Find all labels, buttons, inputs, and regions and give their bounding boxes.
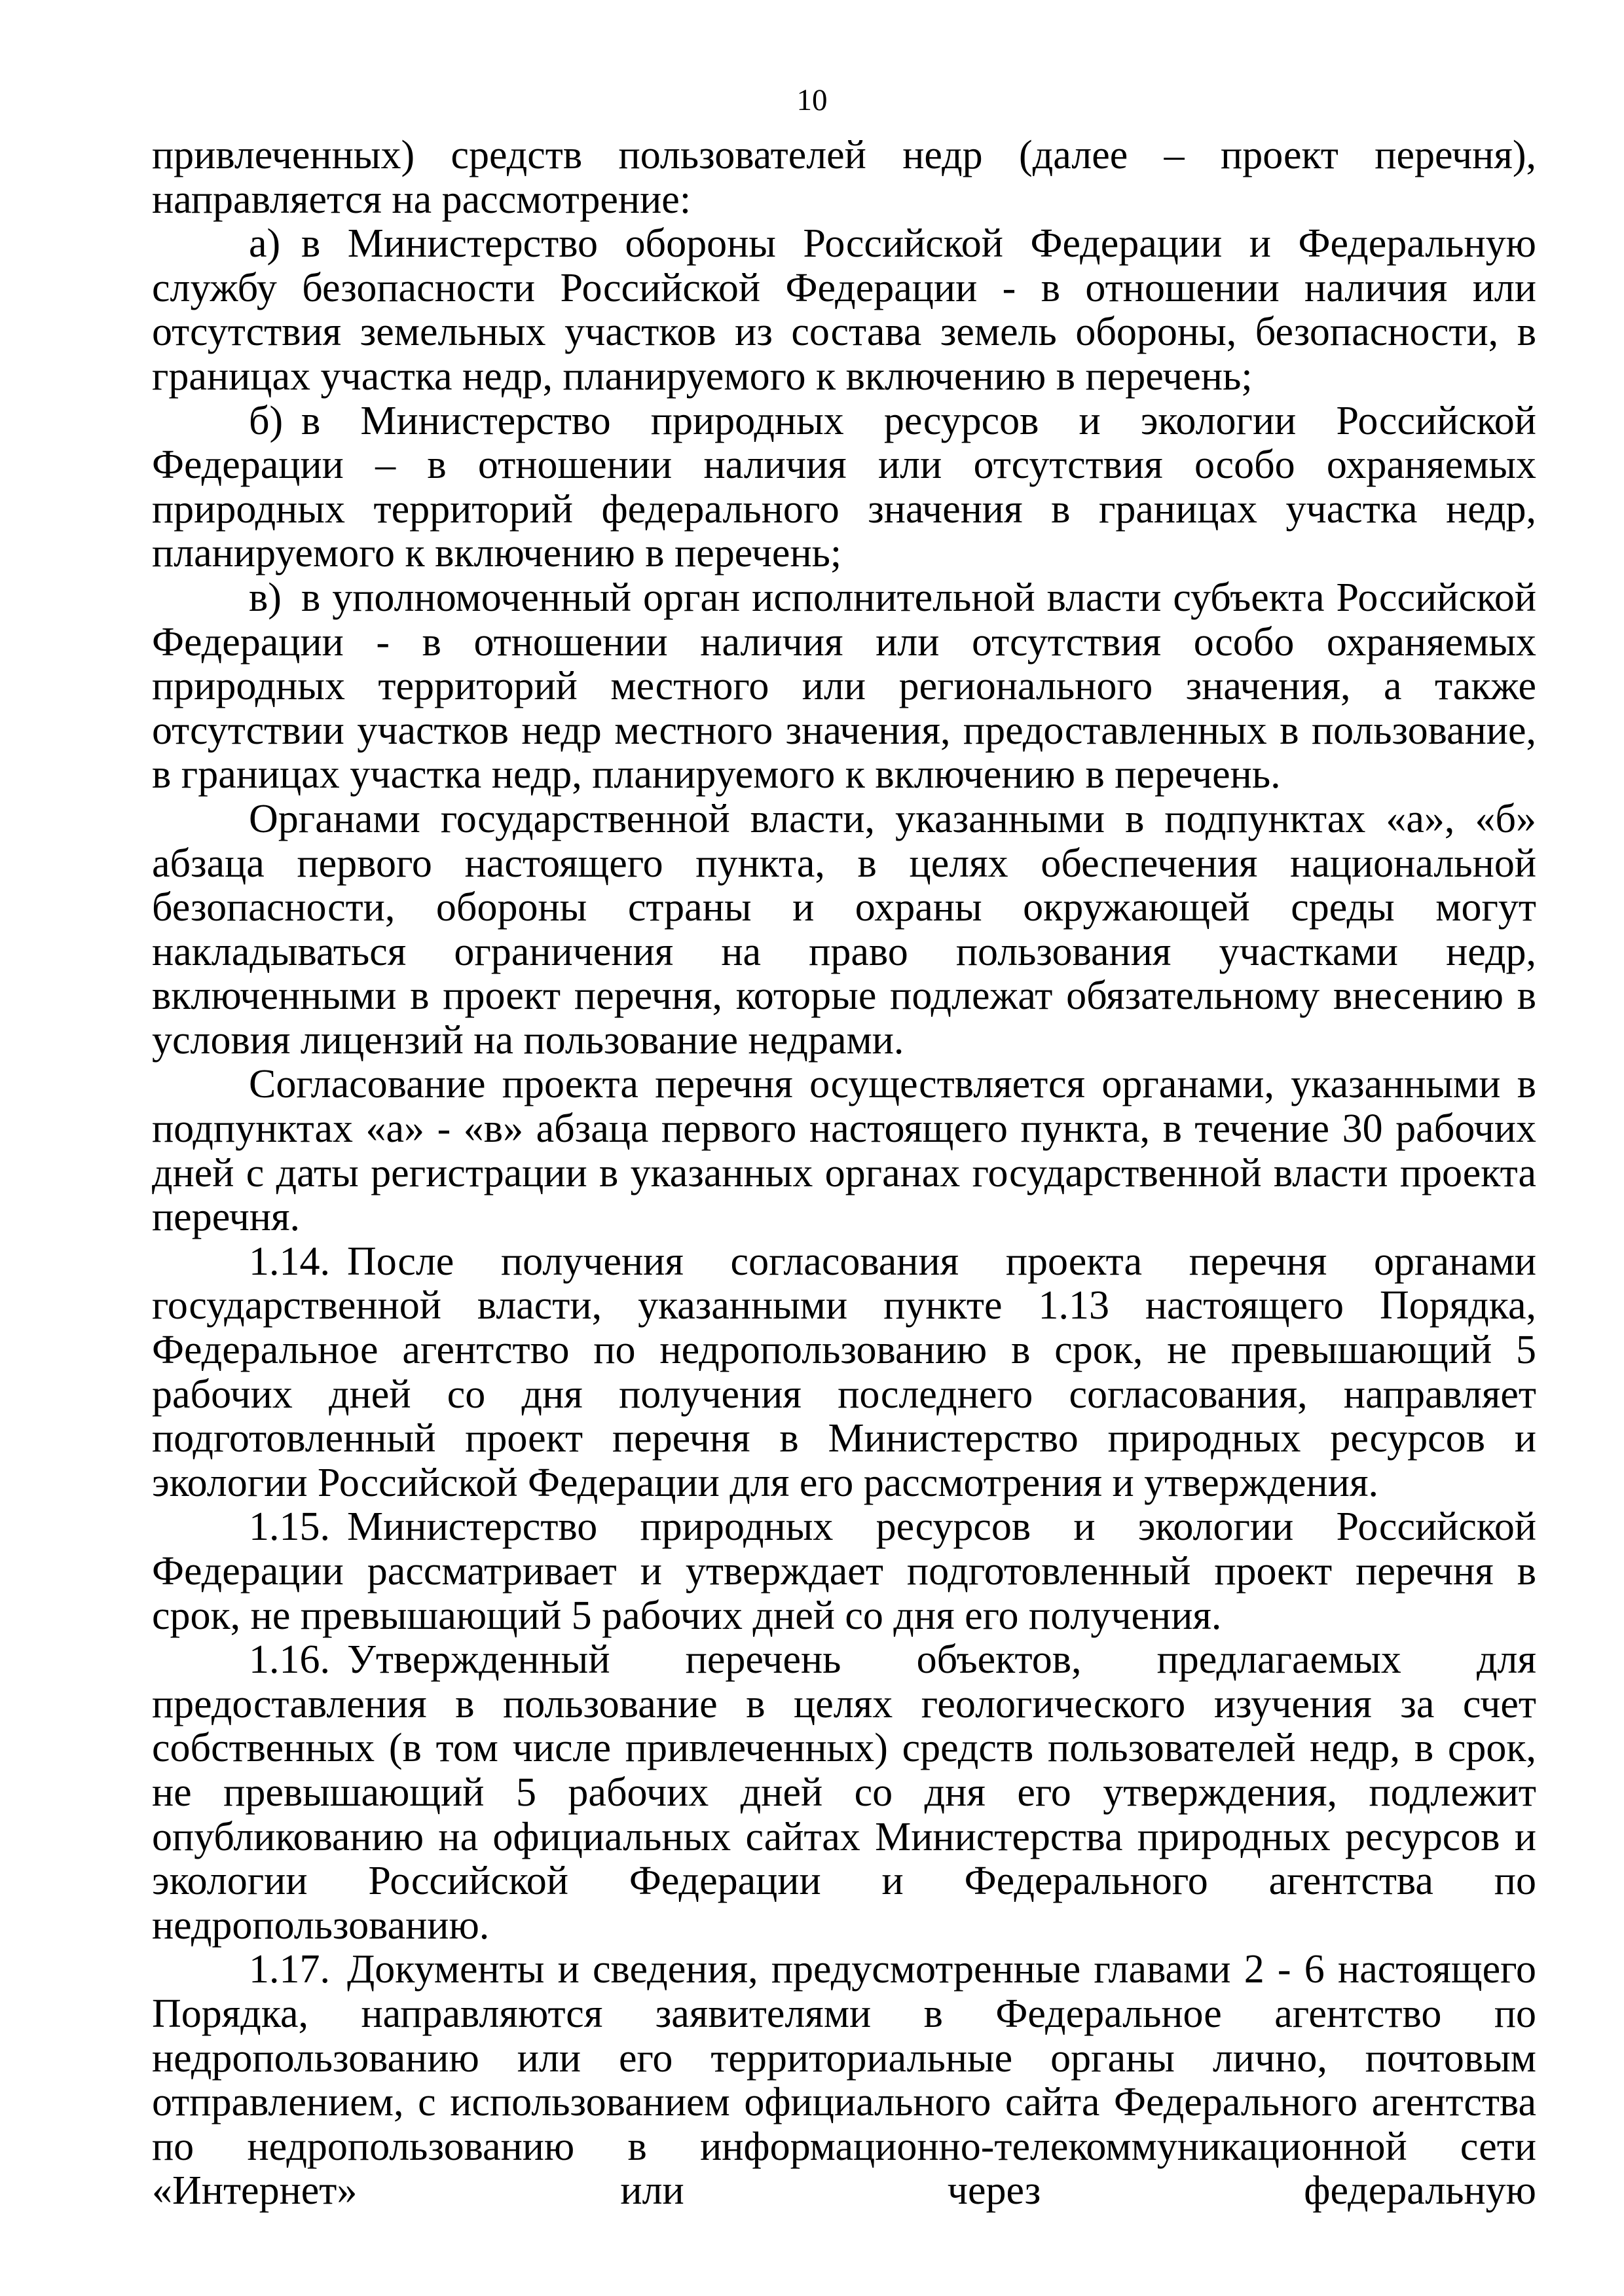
paragraph-continuation: привлеченных) средств пользователей недр (далее – проект перечня), направляется на рассмотрение: [152,133,1536,222]
subparagraph-b [152,399,1536,576]
subparagraph-b-label: б) [249,398,284,443]
clause-1-16-number: 1.16. [249,1637,330,1683]
clause-1-16-text: Утвержденный перечень объектов, предлагаемых для предоставления в пользование в целях геологического изучения за счет собственных (в том числе привлеченных) средств пользователей недр, в срок, не превышающий 5 рабочих дней со дня его утверждения, подлежит опубликованию на официальных сайтах Министерства природных ресурсов и экологии Российской Федерации и Федерального агентства по недропользованию. [152,1637,1536,1948]
subparagraph-v-label: в) [249,575,282,620]
clause-1-15-number: 1.15. [249,1504,330,1550]
subparagraph-b-text: в Министерство природных ресурсов и экологии Российской Федерации – в отношении наличия или отсутствия особо охраняемых природных территорий федерального значения в границах участка недр, планируемого к включению в перечень; [152,398,1536,576]
paragraph-approval: Согласование проекта перечня осуществляется органами, указанными в подпунктах «а» - «в» абзаца первого настоящего пункта, в течение 30 рабочих дней с даты регистрации в указанных органах государственной власти проекта перечня. [152,1062,1536,1240]
clause-1-14 [152,1240,1536,1506]
clause-1-17-number: 1.17. [249,1947,330,1992]
subparagraph-v [152,576,1536,797]
clause-1-15-text: Министерство природных ресурсов и экологии Российской Федерации рассматривает и утверждает подготовленный проект перечня в срок, не превышающий 5 рабочих дней со дня его получения. [152,1504,1536,1638]
clause-1-15 [152,1505,1536,1638]
paragraph-restrictions: Органами государственной власти, указанными в подпунктах «а», «б» абзаца первого настоящего пункта, в целях обеспечения национальной безопасности, обороны страны и охраны окружающей среды могут накладываться ограничения на право пользования участками недр, включенными в проект перечня, которые подлежат обязательному внесению в условия лицензий на пользование недрами. [152,796,1536,1063]
clause-1-17-text: Документы и сведения, предусмотренные главами 2 - 6 настоящего Порядка, направляются заявителями в Федеральное агентство по недропользованию или его территориальные органы лично, почтовым отправлением, с использованием официального сайта Федерального агентства по недропользованию в информационно-телекоммуникационной сети «Интернет» или через федеральную [152,1947,1536,2214]
document-body [152,134,1536,2214]
clause-1-14-text: После получения согласования проекта перечня органами государственной власти, указанными пункте 1.13 настоящего Порядка, Федеральное агентство по недропользованию в срок, не превышающий 5 рабочих дней со дня получения последнего согласования, направляет подготовленный проект перечня в Министерство природных ресурсов и экологии Российской Федерации для его рассмотрения и утверждения. [152,1239,1536,1505]
subparagraph-v-text: в уполномоченный орган исполнительной власти субъекта Российской Федерации - в отношении наличия или отсутствия особо охраняемых природных территорий местного или регионального значения, а также отсутствии участков недр местного значения, предоставленных в пользование, в границах участка недр, планируемого к включению в перечень. [152,575,1536,797]
page-number: 10 [796,83,828,117]
subparagraph-a-text: в Министерство обороны Российской Федерации и Федеральную службу безопасности Российской Федерации - в отношении наличия или отсутствия земельных участков из состава земель обороны, безопасности, в границах участка недр, планируемого к включению в перечень; [152,221,1536,399]
clause-1-14-number: 1.14. [249,1239,330,1284]
clause-1-17 [152,1948,1536,2214]
subparagraph-a [152,222,1536,399]
subparagraph-a-label: а) [249,221,281,266]
clause-1-16 [152,1638,1536,1948]
